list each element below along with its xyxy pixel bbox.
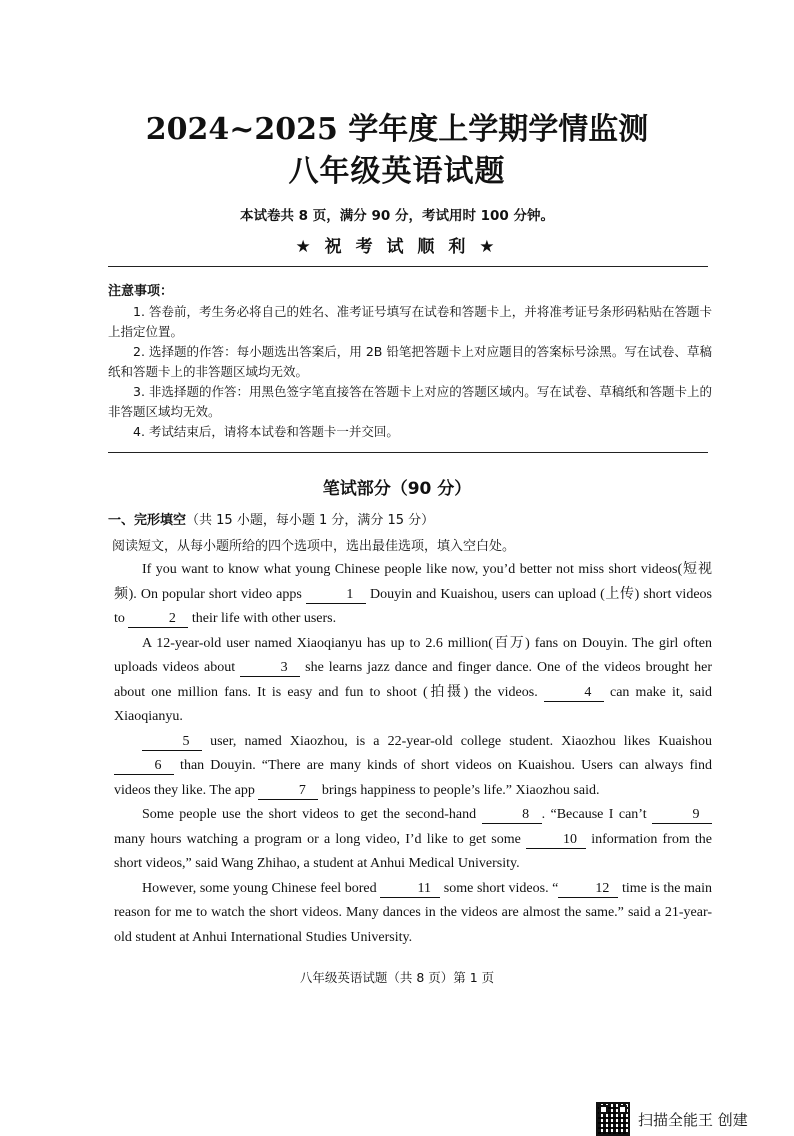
qr-code-icon [596, 1102, 630, 1136]
passage-text: than Douyin. “There are many kinds of short videos on Kuaishou. Users can always find videos they like. The app [114, 758, 712, 798]
blank-7: 7 [258, 783, 318, 800]
page-footer: 八年级英语试题（共 8 页）第 1 页 [299, 970, 495, 985]
blank-3: 3 [240, 660, 300, 677]
passage-text: time is the main reason for me to watch the short videos. Many dances in the videos are almost the same.” said a 21-year-old student at Anhui International Studies University. [114, 880, 713, 945]
passage-text: A 12-year-old user named Xiaoqianyu has up to 2.6 million(百万) fans on Douyin. The girl often uploads videos about [114, 635, 712, 675]
exam-subtitle: 八年级英语试题 [288, 154, 506, 189]
divider-top [108, 266, 708, 267]
notice-block [108, 282, 712, 442]
cloze-passage [114, 558, 712, 950]
passage-text: Some people use the short videos to get the second-hand [142, 807, 482, 822]
section-title: 笔试部分（90 分） [322, 479, 472, 499]
blank-8: 8 [482, 807, 542, 824]
passage-text: However, some young Chinese feel bored [142, 880, 381, 896]
exam-title: 2024~2025 学年度上学期学情监测 [145, 112, 649, 147]
watermark-text: 扫描全能王 创建 [638, 1110, 748, 1129]
notice-item: 3. 非选择题的作答：用黑色签字笔直接答在答题卡上对应的答题区域内。写在试卷、草稿纸和答题卡上的非答题区域均无效。 [108, 384, 712, 419]
passage-text: brings happiness to people’s life.” Xiaozhou said. [318, 782, 600, 798]
passage-text: some short videos. “ [440, 880, 559, 896]
blank-11: 11 [380, 881, 440, 898]
blank-1: 1 [306, 587, 366, 604]
blank-5: 5 [142, 734, 202, 751]
passage-paragraph [114, 730, 712, 804]
part-title: 一、完形填空 [108, 513, 187, 528]
notice-item: 2. 选择题的作答：每小题选出答案后，用 2B 铅笔把答题卡上对应题目的答案标号涂黑。写在试卷、草稿纸和答题卡上的非答题区域均无效。 [108, 344, 712, 379]
good-luck-banner: ★ 祝 考 试 顺 利 ★ [295, 237, 499, 257]
passage-text: . “Because I can’t [541, 807, 653, 822]
passage-text: If you want to know what young Chinese people like now, you’d better not miss short videos(短视频). On popular short video apps [114, 562, 712, 602]
blank-10: 10 [526, 832, 586, 849]
passage-paragraph [114, 558, 712, 632]
passage-text: information from the short videos,” said Wang Zhihao, a student at Anhui Medical University. [114, 831, 713, 871]
notice-item: 4. 考试结束后，请将本试卷和答题卡一并交回。 [133, 424, 399, 439]
scanner-watermark [596, 1102, 748, 1136]
divider-bottom [108, 452, 708, 453]
passage-text: their life with other users. [188, 611, 337, 626]
exam-meta: 本试卷共 8 页，满分 90 分，考试用时 100 分钟。 [239, 208, 555, 224]
passage-text: many hours watching a program or a long video, I’d like to get some [114, 831, 527, 847]
blank-9: 9 [652, 807, 712, 824]
passage-paragraph [114, 803, 712, 877]
passage-text: can make it, said Xiaoqianyu. [114, 684, 712, 724]
passage-text: Douyin and Kuaishou, users can upload (上传) short videos to [114, 586, 712, 626]
blank-4: 4 [544, 685, 604, 702]
passage-paragraph [114, 632, 712, 730]
part-heading [108, 509, 434, 528]
notice-item: 1. 答卷前，考生务必将自己的姓名、准考证号填写在试卷和答题卡上，并将准考证号条形码粘贴在答题卡上指定位置。 [108, 304, 712, 339]
passage-paragraph [114, 877, 712, 951]
blank-12: 12 [558, 881, 618, 898]
blank-6: 6 [114, 758, 174, 775]
part-instruction: 阅读短文，从每小题所给的四个选项中，选出最佳选项，填入空白处。 [112, 539, 516, 554]
blank-2: 2 [128, 611, 188, 628]
notice-heading: 注意事项： [108, 284, 174, 299]
part-detail: （共 15 小题，每小题 1 分，满分 15 分） [186, 513, 435, 528]
passage-text: user, named Xiaozhou, is a 22-year-old college student. Xiaozhou likes Kuaishou [202, 733, 712, 749]
passage-text: she learns jazz dance and finger dance. One of the videos brought her about one million fans. It is easy and fun to shoot (拍摄) the videos. [114, 660, 712, 700]
